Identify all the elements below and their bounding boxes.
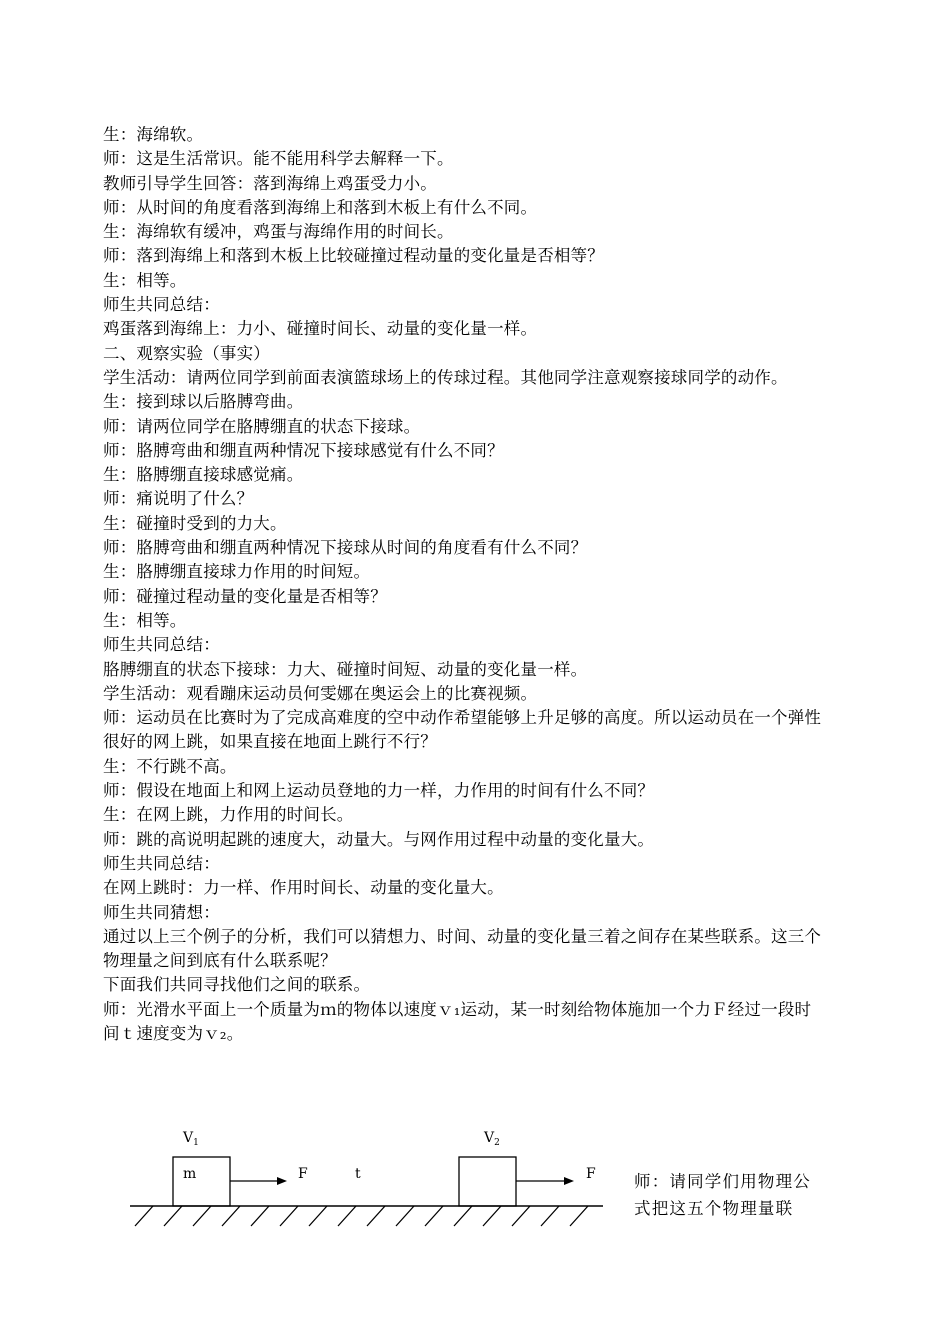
side-note-line-2: 式把这五个物理量联 — [634, 1199, 794, 1218]
line-10: 学生活动：请两位同学到前面表演篮球场上的传球过程。其他同学注意观察接球同学的动作。 — [103, 367, 788, 387]
v1-label: $V_1$ — [183, 1130, 199, 1148]
line-11: 生：接到球以后胳膊弯曲。 — [103, 392, 304, 412]
line-7: 师生共同总结： — [103, 295, 220, 315]
line-28: 师：跳的高说明起跳的速度大，动量大。与网作用过程中动量的变化量大。 — [103, 829, 655, 849]
line-30: 在网上跳时：力一样、作用时间长、动量的变化量大。 — [103, 878, 504, 898]
line-18: 生：胳膊绷直接球力作用的时间短。 — [103, 562, 371, 582]
force-arrow-1-head — [277, 1177, 287, 1185]
line-20: 生：相等。 — [103, 610, 187, 630]
line-15: 师：痛说明了什么？ — [103, 489, 254, 509]
line-5: 师：落到海绵上和落到木板上比较碰撞过程动量的变化量是否相等？ — [103, 246, 604, 266]
line-16: 生：碰撞时受到的力大。 — [103, 513, 287, 533]
line-21: 师生共同总结： — [103, 635, 220, 655]
line-8: 鸡蛋落到海绵上：力小、碰撞时间长、动量的变化量一样。 — [103, 319, 538, 339]
time-label: t — [355, 1166, 361, 1182]
side-note — [634, 1168, 834, 1222]
line-6: 生：相等。 — [103, 270, 187, 290]
force-arrow-2-head — [564, 1177, 574, 1185]
section-heading: 二、观察实验（事实） — [103, 343, 270, 363]
line-4: 生：海绵软有缓冲，鸡蛋与海绵作用的时间长。 — [103, 222, 454, 242]
line-31: 师生共同猜想： — [103, 902, 220, 922]
line-33: 下面我们共同寻找他们之间的联系。 — [103, 975, 371, 995]
mass-label: m — [183, 1166, 197, 1182]
block-after — [459, 1157, 516, 1206]
line-29: 师生共同总结： — [103, 853, 220, 873]
line-19: 师：碰撞过程动量的变化量是否相等？ — [103, 586, 387, 606]
line-17: 师：胳膊弯曲和绷直两种情况下接球从时间的角度看有什么不同？ — [103, 538, 588, 558]
line-24: 师：运动员在比赛时为了完成高难度的空中动作希望能够上升足够的高度。所以运动员在一个弹性很好的网上跳，如果直接在地面上跳行不行？ — [103, 708, 822, 752]
line-27: 生：在网上跳，力作用的时间长。 — [103, 805, 354, 825]
line-22: 胳膊绷直的状态下接球：力大、碰撞时间短、动量的变化量一样。 — [103, 659, 588, 679]
line-26: 师：假设在地面上和网上运动员登地的力一样，力作用的时间有什么不同？ — [103, 781, 655, 801]
line-32: 通过以上三个例子的分析，我们可以猜想力、时间、动量的变化量三着之间存在某些联系。这三个物理量之间到底有什么联系呢？ — [103, 926, 822, 971]
force-label-1: F — [298, 1166, 308, 1182]
force-time-diagram — [120, 1120, 620, 1245]
line-14: 生：胳膊绷直接球感觉痛。 — [103, 465, 304, 485]
lesson-transcript — [103, 123, 823, 1046]
line-23: 学生活动：观看蹦床运动员何雯娜在奥运会上的比赛视频。 — [103, 683, 538, 703]
line-12: 师：请两位同学在胳膊绷直的状态下接球。 — [103, 416, 421, 436]
line-1: 师：这是生活常识。能不能用科学去解释一下。 — [103, 149, 454, 169]
line-3: 师：从时间的角度看落到海绵上和落到木板上有什么不同。 — [103, 197, 538, 217]
block-before — [173, 1157, 230, 1206]
line-34: 师：光滑水平面上一个质量为ｍ的物体以速度ｖ₁运动，某一时刻给物体施加一个力Ｆ经过一段时间ｔ速度变为ｖ₂。 — [103, 999, 812, 1043]
line-2: 教师引导学生回答：落到海绵上鸡蛋受力小。 — [103, 173, 437, 193]
v2-label: $V_2$ — [484, 1130, 500, 1148]
side-note-line-1: 师：请同学们用物理公 — [634, 1172, 811, 1191]
force-label-2: F — [586, 1166, 596, 1182]
ground-hatching — [135, 1206, 588, 1226]
line-0: 生：海绵软。 — [103, 125, 204, 144]
line-25: 生：不行跳不高。 — [103, 756, 237, 776]
line-13: 师：胳膊弯曲和绷直两种情况下接球感觉有什么不同？ — [103, 440, 504, 460]
